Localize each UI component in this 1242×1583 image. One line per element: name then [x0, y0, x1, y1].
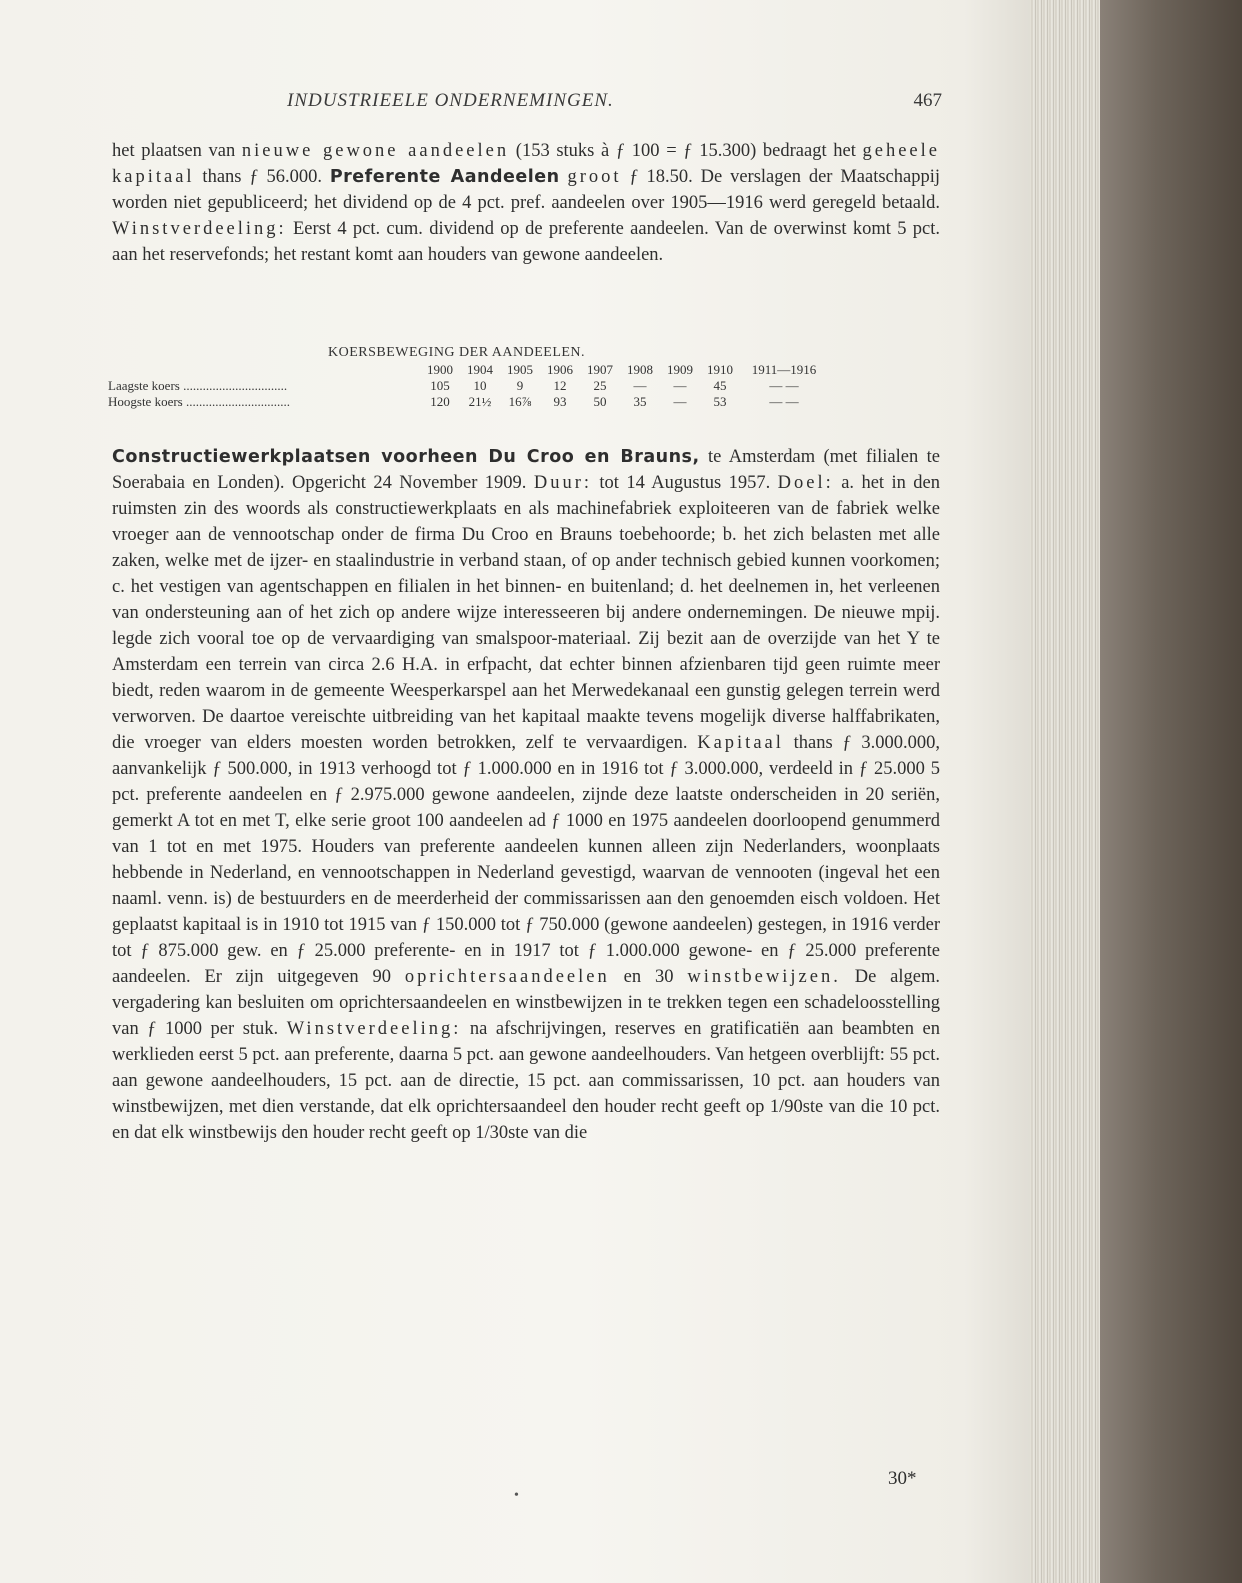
year-header: 1900 — [427, 362, 453, 377]
intro-text-run: Preferente Aandeelen — [329, 167, 560, 187]
table-cell: 21½ — [468, 394, 492, 409]
footer-dot: • — [514, 1488, 519, 1503]
article-text-run: en 30 — [609, 967, 688, 987]
year-header: 1911—1916 — [751, 362, 817, 377]
table-cell: 16⅞ — [508, 394, 532, 409]
table-cell: — — — [769, 378, 799, 393]
intro-paragraph — [112, 138, 940, 268]
article-constructiewerkplaatsen — [112, 444, 940, 1146]
article-text-run: tot 14 Augustus 1957. — [592, 473, 778, 493]
running-head — [112, 90, 942, 118]
koers-table — [108, 362, 828, 410]
table-cell: 53 — [713, 394, 727, 409]
intro-text-run: geheele kapitaal — [112, 141, 940, 187]
intro-text-run: het plaatsen van — [112, 141, 242, 161]
table-cell: 105 — [430, 378, 450, 393]
article-text-run: Kapitaal — [697, 733, 784, 753]
table-row — [108, 378, 828, 394]
year-header: 1909 — [667, 362, 693, 377]
page-number: 467 — [913, 90, 942, 111]
article-text-run: Constructiewerkplaatsen voorheen Du Croo en Brauns, — [112, 447, 700, 467]
table-cell: 9 — [516, 378, 524, 393]
table-cell: 45 — [713, 378, 727, 393]
article-text-run: a. het in den ruimsten zin des woords als constructiewerkplaats en als machinefabriek exploiteeren van de fabriek welke vroeger aan de vennootschap onder de firma Du Croo en Brauns toebehoorde; b. het zich belasten met alle zaken, welke met de ijzer- en staalindustrie in verband staan, of op ander technisch gebied kunnen voorkomen; c. het vestigen van agentschappen en filialen in het binnen- en buitenland; d. het deelnemen in, het verleenen van ondersteuning aan of het zich op andere wijze interesseeren bij andere ondernemingen. De nieuwe mpij. legde zich vooral toe op de vervaardiging van smalspoor-materiaal. Zij bezit aan de overzijde van het Y te Amsterdam een terrein van circa 2.6 H.A. in erfpacht, dat echter binnen afzienbaren tijd geen ruimte meer biedt, reden waarom in de gemeente Weesperkarspel aan het Merwedekanaal een gunstig gelegen terrein werd verworven. De daartoe vereischte uitbreiding van het kapitaal maakte tevens mogelijk diverse halffabrikaten, die vroeger van elders moesten worden betrokken, zelf te vervaardigen. — [112, 473, 940, 753]
koers-header-row — [108, 362, 828, 378]
row-label: Laagste koers ................................ — [108, 378, 288, 393]
table-cell: — — [673, 394, 687, 409]
intro-text-run: groot — [567, 167, 622, 187]
year-header: 1908 — [627, 362, 653, 377]
article-text-run: thans ƒ 3.000.000, aanvankelijk ƒ 500.000, in 1913 verhoogd tot ƒ 1.000.000 en in 1916 tot ƒ 3.000.000, verdeeld in ƒ 25.000 5 pct. preferente aandeelen en ƒ 2.975.000 gewone aandeelen, zijnde deze laatste onderscheiden in 20 seriën, gemerkt A tot en met T, elke serie groot 100 aandeelen ad ƒ 1000 en 1975 aandeelen doorloopend genummerd van 1 tot en met 1975. Houders van preferente aandeelen kunnen alleen zijn Nederlanders, woonplaats hebbende in Nederland, en vennootschappen in Nederland gevestigd, waarvan de vennooten (ingeval het een naaml. venn. is) de bestuurders en de meerderheid der commissarissen aan den genoemden eisch voldoen. Het geplaatst kapitaal is in 1910 tot 1915 van ƒ 150.000 tot ƒ 750.000 (gewone aandeelen) gestegen, in 1916 verder tot ƒ 875.000 gew. en ƒ 25.000 preferente- en in 1917 tot ƒ 1.000.000 gewone- en ƒ 25.000 preferente aandeelen. Er zijn uitgegeven 90 — [112, 733, 940, 987]
intro-text-run: nieuwe gewone aandeelen — [241, 141, 510, 161]
signature-mark: 30* — [888, 1468, 917, 1489]
table-row — [108, 394, 828, 410]
table-cell: — — [673, 378, 687, 393]
table-cell: 12 — [553, 378, 567, 393]
article-text-run: Doel: — [777, 473, 834, 493]
year-header: 1907 — [587, 362, 613, 377]
year-header: 1904 — [467, 362, 493, 377]
intro-text-run: (153 stuks à ƒ 100 = ƒ 15.300) bedraagt het — [509, 141, 863, 161]
table-cell: 10 — [473, 378, 487, 393]
table-cell: 120 — [430, 394, 450, 409]
article-text-run: na afschrijvingen, reserves en gratificatiën aan beambten en werklieden eerst 5 pct. aan preferente, daarna 5 pct. aan gewone aandeelhouders. Van hetgeen overblijft: 55 pct. aan gewone aandeelhouders, 15 pct. aan de directie, 15 pct. aan commissarissen, 10 pct. aan houders van winstbewijzen, met dien verstande, dat elk oprichtersaandeel den houder recht geeft op 1/90ste van die 10 pct. en dat elk winstbewijs den houder recht geeft op 1/30ste van die — [112, 1019, 940, 1143]
article-text-run: winstbewijzen. — [687, 967, 841, 987]
koersbeweging-table-block — [108, 345, 948, 425]
intro-text-run: ƒ 18.50. De verslagen der Maatschappij worden niet gepubliceerd; het dividend op de 4 pct. pref. aandeelen over 1905—1916 werd geregeld betaald. — [112, 167, 940, 213]
article-text-run: oprichtersaandeelen — [404, 967, 610, 987]
intro-text-run: Winstverdeeling: — [112, 219, 287, 239]
table-cell: — — [633, 378, 647, 393]
article-text-run: Winstverdeeling: — [286, 1019, 462, 1039]
article-text-run: te Amsterdam (met filialen te Soerabaia en Londen). Opgericht 24 November 1909. — [112, 447, 940, 493]
table-cell: 50 — [593, 394, 607, 409]
table-cell: 35 — [633, 394, 647, 409]
intro-text-run: thans ƒ 56.000. — [194, 167, 330, 187]
year-header: 1906 — [547, 362, 573, 377]
book-binding — [1100, 0, 1242, 1583]
running-head-title: INDUSTRIEELE ONDERNEMINGEN. — [287, 90, 614, 111]
header-spacer — [108, 362, 420, 378]
row-label: Hoogste koers ................................ — [108, 394, 290, 409]
intro-text-run: Eerst 4 pct. cum. dividend op de preferente aandeelen. Van de overwinst komt 5 pct. aan het reservefonds; het restant komt aan houders van gewone aandeelen. — [112, 219, 940, 265]
table-cell: — — — [769, 394, 799, 409]
article-text-run: De algem. vergadering kan besluiten om oprichtersaandeelen en winstbewijzen in te trekken tegen een schadeloosstelling van ƒ 1000 per stuk. — [112, 967, 940, 1039]
table-cell: 25 — [593, 378, 607, 393]
year-header: 1910 — [707, 362, 733, 377]
koers-table-title: KOERSBEWEGING DER AANDEELEN. — [328, 345, 586, 360]
year-header: 1905 — [507, 362, 533, 377]
table-cell: 93 — [553, 394, 567, 409]
article-text-run: Duur: — [533, 473, 592, 493]
